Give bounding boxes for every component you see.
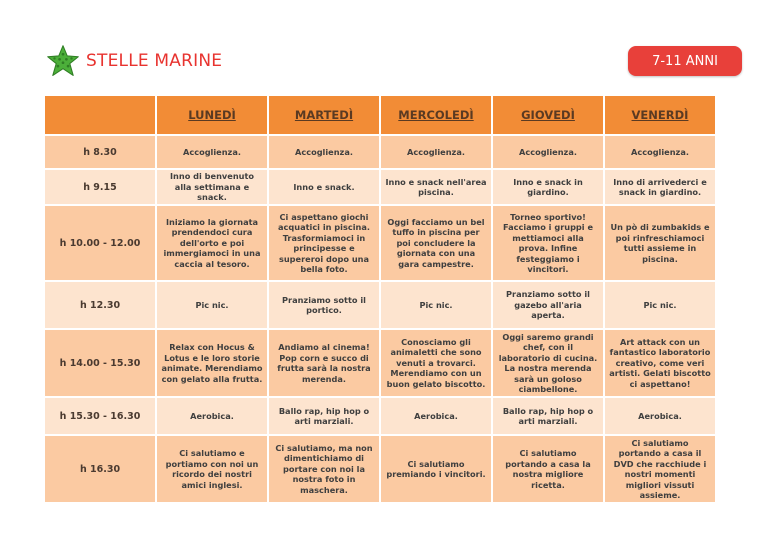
activity-cell: Accoglienza. (157, 136, 267, 168)
activity-cell: Oggi saremo grandi chef, con il laboratorio di cucina. La nostra merenda sarà un goloso ciambellone. (493, 330, 603, 396)
activity-cell: Inno di benvenuto alla settimana e snack. (157, 170, 267, 204)
table-row (45, 282, 715, 328)
day-header: GIOVEDÌ (493, 96, 603, 134)
activity-cell: Torneo sportivo! Facciamo i gruppi e mettiamoci alla prova. Infine festeggiamo i vincitori. (493, 206, 603, 280)
activity-cell: Pranziamo sotto il portico. (269, 282, 379, 328)
activity-cell: Ci salutiamo portando a casa il DVD che racchiude i nostri momenti migliori vissuti assieme. (605, 436, 715, 502)
brand-title: STELLE MARINE (86, 51, 223, 71)
activity-cell: Inno di arrivederci e snack in giardino. (605, 170, 715, 204)
activity-cell: Accoglienza. (269, 136, 379, 168)
time-slot: h 8.30 (45, 136, 155, 168)
activity-cell: Aerobica. (157, 398, 267, 434)
day-header: MERCOLEDÌ (381, 96, 491, 134)
table-row (45, 436, 715, 502)
day-header: MARTEDÌ (269, 96, 379, 134)
activity-cell: Pic nic. (605, 282, 715, 328)
time-slot: h 16.30 (45, 436, 155, 502)
time-slot: h 9.15 (45, 170, 155, 204)
activity-cell: Ci salutiamo premiando i vincitori. (381, 436, 491, 502)
activity-cell: Pic nic. (157, 282, 267, 328)
activity-cell: Accoglienza. (493, 136, 603, 168)
activity-cell: Ballo rap, hip hop o arti marziali. (493, 398, 603, 434)
activity-cell: Oggi facciamo un bel tuffo in piscina per poi concludere la giornata con una gara campestre. (381, 206, 491, 280)
activity-cell: Accoglienza. (605, 136, 715, 168)
activity-cell: Andiamo al cinema! Pop corn e succo di frutta sarà la nostra merenda. (269, 330, 379, 396)
activity-cell: Conosciamo gli animaletti che sono venuti a trovarci. Merendiamo con un buon gelato biscotto. (381, 330, 491, 396)
table-row (45, 206, 715, 280)
activity-cell: Inno e snack. (269, 170, 379, 204)
brand (46, 44, 222, 78)
activity-cell: Pranziamo sotto il gazebo all'aria aperta. (493, 282, 603, 328)
activity-cell: Ci salutiamo portando a casa la nostra migliore ricetta. (493, 436, 603, 502)
table-row (45, 398, 715, 434)
activity-cell: Inno e snack nell'area piscina. (381, 170, 491, 204)
day-header: VENERDÌ (605, 96, 715, 134)
activity-cell: Inno e snack in giardino. (493, 170, 603, 204)
activity-cell: Aerobica. (381, 398, 491, 434)
time-slot: h 10.00 - 12.00 (45, 206, 155, 280)
activity-cell: Ci aspettano giochi acquatici in piscina. Trasformiamoci in principesse e supereroi dopo una bella foto. (269, 206, 379, 280)
activity-cell: Ci salutiamo, ma non dimentichiamo di portare con noi la nostra foto in maschera. (269, 436, 379, 502)
activity-cell: Iniziamo la giornata prendendoci cura dell'orto e poi immergiamoci in una caccia al tesoro. (157, 206, 267, 280)
starfish-icon (46, 44, 80, 78)
activity-cell: Pic nic. (381, 282, 491, 328)
age-badge: 7-11 ANNI (628, 46, 742, 76)
time-slot: h 14.00 - 15.30 (45, 330, 155, 396)
day-header: LUNEDÌ (157, 96, 267, 134)
header-row (45, 96, 715, 134)
activity-cell: Ci salutiamo e portiamo con noi un ricordo dei nostri amici inglesi. (157, 436, 267, 502)
time-slot: h 15.30 - 16.30 (45, 398, 155, 434)
activity-cell: Art attack con un fantastico laboratorio creativo, come veri artisti. Gelati biscotto ci aspettano! (605, 330, 715, 396)
time-slot: h 12.30 (45, 282, 155, 328)
table-row (45, 136, 715, 168)
activity-cell: Accoglienza. (381, 136, 491, 168)
table-row (45, 170, 715, 204)
table-row (45, 330, 715, 396)
activity-cell: Ballo rap, hip hop o arti marziali. (269, 398, 379, 434)
activity-cell: Relax con Hocus & Lotus e le loro storie animate. Merendiamo con gelato alla frutta. (157, 330, 267, 396)
schedule-table (43, 94, 717, 504)
corner-cell (45, 96, 155, 134)
activity-cell: Aerobica. (605, 398, 715, 434)
activity-cell: Un pò di zumbakids e poi rinfreschiamoci tutti assieme in piscina. (605, 206, 715, 280)
